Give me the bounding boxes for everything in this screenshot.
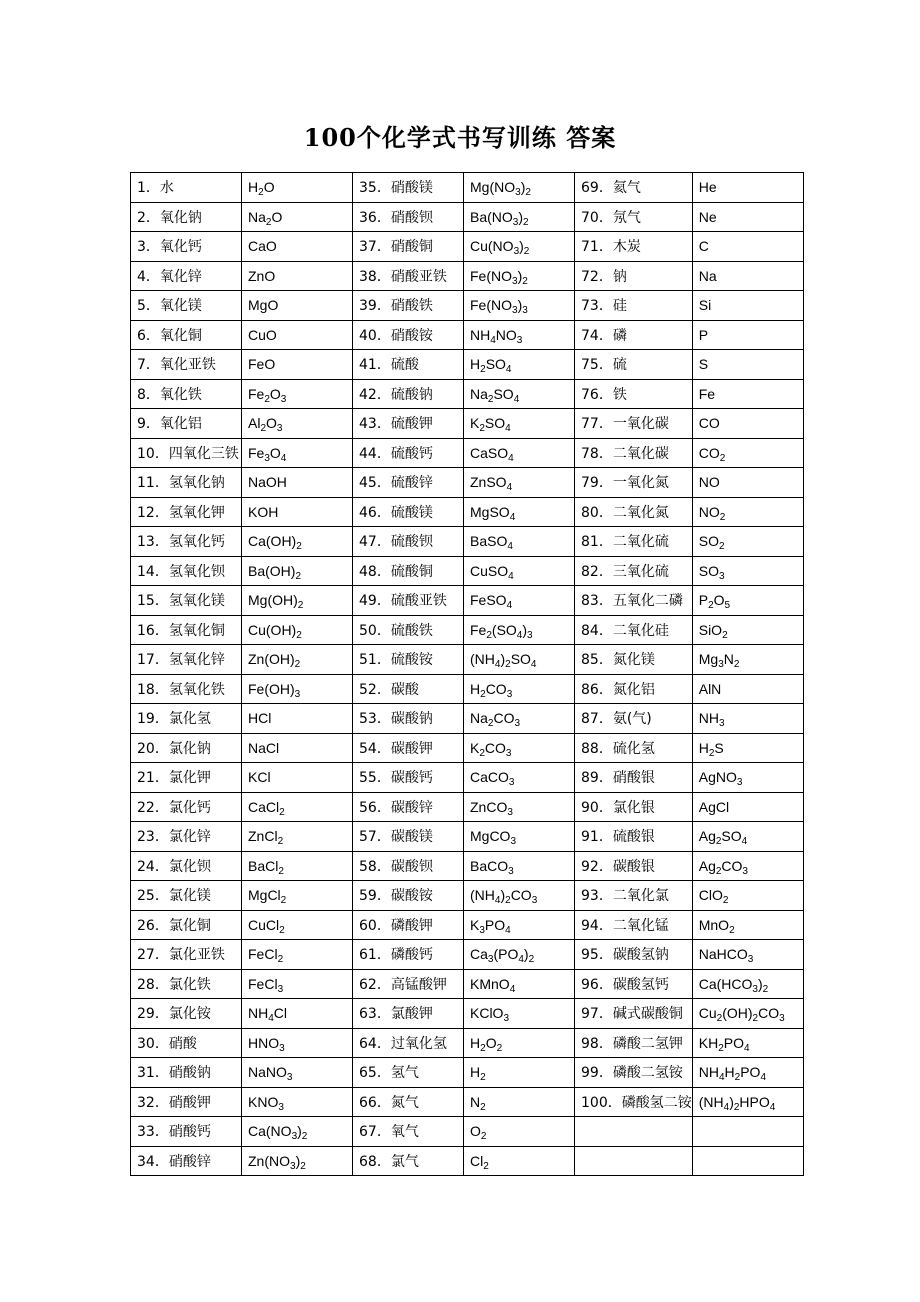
table-row (131, 261, 804, 291)
table-row (131, 615, 804, 645)
compound-formula: $O_2$ (464, 1117, 575, 1147)
compound-name: 66．氮气 (353, 1087, 464, 1117)
compound-name: 87．氨(气) (575, 704, 693, 734)
compound-name: 15．氢氧化镁 (131, 586, 242, 616)
compound-formula: NaHCO$_3$ (692, 940, 803, 970)
compound-formula: $Ba(OH)_2$ (242, 556, 353, 586)
compound-formula: MgCl$_2$ (242, 881, 353, 911)
compound-name: 49．硫酸亚铁 (353, 586, 464, 616)
compound-name: 38．硝酸亚铁 (353, 261, 464, 291)
compound-formula: He (692, 173, 803, 203)
compound-name: 70．氖气 (575, 202, 693, 232)
compound-formula: $Ag_2SO_4$ (692, 822, 803, 852)
compound-formula: $Zn(OH)_2$ (242, 645, 353, 675)
compound-name: 23．氯化锌 (131, 822, 242, 852)
compound-name: 59．碳酸铵 (353, 881, 464, 911)
compound-name: 68．氯气 (353, 1146, 464, 1176)
compound-formula: HCl (242, 704, 353, 734)
compound-formula: $Cu(OH)_2$ (242, 615, 353, 645)
formula-table (130, 172, 804, 1176)
table-row (131, 1117, 804, 1147)
compound-name: 16．氢氧化铜 (131, 615, 242, 645)
compound-name: 20．氯化钠 (131, 733, 242, 763)
compound-formula: $Cu_2(OH)_2CO_3$ (692, 999, 803, 1029)
compound-name: 2．氧化钠 (131, 202, 242, 232)
compound-formula: KCl (242, 763, 353, 793)
compound-formula: SiO$_2$ (692, 615, 803, 645)
compound-name: 39．硝酸铁 (353, 291, 464, 321)
compound-formula: $(NH_4)_2HPO_4$ (692, 1087, 803, 1117)
table-row (131, 792, 804, 822)
compound-formula: $Fe(NO_3)_3$ (464, 291, 575, 321)
compound-name: 50．硫酸铁 (353, 615, 464, 645)
compound-formula: NaNO$_3$ (242, 1058, 353, 1088)
compound-name: 95．碳酸氢钠 (575, 940, 693, 970)
compound-name: 1．水 (131, 173, 242, 203)
table-row (131, 940, 804, 970)
compound-name: 57．碳酸镁 (353, 822, 464, 852)
compound-name: 99．磷酸二氢铵 (575, 1058, 693, 1088)
compound-formula: $Ca(HCO_3)_2$ (692, 969, 803, 999)
compound-formula: $H_2$ (464, 1058, 575, 1088)
compound-formula: $Zn(NO_3)_2$ (242, 1146, 353, 1176)
compound-formula: CaO (242, 232, 353, 262)
compound-name: 83．五氧化二磷 (575, 586, 693, 616)
compound-formula: $Na_2SO_4$ (464, 379, 575, 409)
table-row (131, 556, 804, 586)
compound-name: 42．硫酸钠 (353, 379, 464, 409)
compound-name: 29．氯化铵 (131, 999, 242, 1029)
compound-name: 45．硫酸锌 (353, 468, 464, 498)
table-row (131, 822, 804, 852)
table-row (131, 733, 804, 763)
table-row (131, 674, 804, 704)
compound-formula: FeO (242, 350, 353, 380)
compound-formula: $KNO_3$ (242, 1087, 353, 1117)
compound-name: 88．硫化氢 (575, 733, 693, 763)
compound-name: 76．铁 (575, 379, 693, 409)
compound-name: 4．氧化锌 (131, 261, 242, 291)
compound-name: 24．氯化钡 (131, 851, 242, 881)
compound-formula: $Fe_3O_4$ (242, 438, 353, 468)
formula-table-body (131, 173, 804, 1176)
compound-name: 41．硫酸 (353, 350, 464, 380)
compound-formula: S (692, 350, 803, 380)
compound-name: 82．三氧化硫 (575, 556, 693, 586)
compound-name: 91．硫酸银 (575, 822, 693, 852)
compound-formula: $Ca(OH)_2$ (242, 527, 353, 557)
table-row (131, 881, 804, 911)
compound-formula: $KH_2PO_4$ (692, 1028, 803, 1058)
compound-name: 96．碳酸氢钙 (575, 969, 693, 999)
table-row (131, 910, 804, 940)
compound-formula: CO (692, 409, 803, 439)
compound-formula: $H_2CO_3$ (464, 674, 575, 704)
compound-formula: $Ba(NO_3)_2$ (464, 202, 575, 232)
compound-formula: $HNO_3$ (242, 1028, 353, 1058)
compound-name: 56．碳酸锌 (353, 792, 464, 822)
compound-formula: $P_2O_5$ (692, 586, 803, 616)
compound-name: 78．二氧化碳 (575, 438, 693, 468)
compound-formula: Ne (692, 202, 803, 232)
compound-name: 84．二氧化硅 (575, 615, 693, 645)
compound-name: 6．氧化铜 (131, 320, 242, 350)
compound-name: 21．氯化钾 (131, 763, 242, 793)
page-title: 100个化学式书写训练 答案 (303, 123, 617, 152)
compound-formula: KOH (242, 497, 353, 527)
compound-formula: MgO (242, 291, 353, 321)
compound-name: 27．氯化亚铁 (131, 940, 242, 970)
compound-name: 90．氯化银 (575, 792, 693, 822)
compound-formula: P (692, 320, 803, 350)
compound-name: 5．氧化镁 (131, 291, 242, 321)
compound-formula: MnO$_2$ (692, 910, 803, 940)
compound-name: 25．氯化镁 (131, 881, 242, 911)
table-row (131, 851, 804, 881)
compound-name: 54．碳酸钾 (353, 733, 464, 763)
compound-formula: ZnCO$_3$ (464, 792, 575, 822)
compound-name: 17．氢氧化锌 (131, 645, 242, 675)
table-row (131, 586, 804, 616)
compound-name: 60．磷酸钾 (353, 910, 464, 940)
table-row (131, 704, 804, 734)
compound-formula: $Fe(NO_3)_2$ (464, 261, 575, 291)
compound-formula: FeCl$_2$ (242, 940, 353, 970)
table-row (131, 320, 804, 350)
compound-formula: MgSO$_4$ (464, 497, 575, 527)
compound-formula: $NH_4H_2PO_4$ (692, 1058, 803, 1088)
compound-formula: $Cl_2$ (464, 1146, 575, 1176)
table-row (131, 645, 804, 675)
compound-formula: $H_2SO_4$ (464, 350, 575, 380)
compound-formula: MgCO$_3$ (464, 822, 575, 852)
compound-name: 52．碳酸 (353, 674, 464, 704)
table-row (131, 350, 804, 380)
compound-name: 65．氢气 (353, 1058, 464, 1088)
table-row (131, 969, 804, 999)
compound-name: 93．二氧化氯 (575, 881, 693, 911)
compound-formula: Si (692, 291, 803, 321)
compound-name: 79．一氧化氮 (575, 468, 693, 498)
compound-name: 35．硝酸镁 (353, 173, 464, 203)
compound-name: 44．硫酸钙 (353, 438, 464, 468)
compound-formula: CaCl$_2$ (242, 792, 353, 822)
compound-name: 69．氦气 (575, 173, 693, 203)
compound-name: 72．钠 (575, 261, 693, 291)
compound-name: 12．氢氧化钾 (131, 497, 242, 527)
compound-name: 47．硫酸钡 (353, 527, 464, 557)
table-row (131, 202, 804, 232)
compound-name: 89．硝酸银 (575, 763, 693, 793)
table-row (131, 379, 804, 409)
compound-formula: C (692, 232, 803, 262)
compound-formula: $Mg(NO_3)_2$ (464, 173, 575, 203)
compound-formula (692, 1117, 803, 1147)
table-row (131, 438, 804, 468)
compound-formula: KClO$_3$ (464, 999, 575, 1029)
compound-formula: $Fe_2O_3$ (242, 379, 353, 409)
compound-formula: NaOH (242, 468, 353, 498)
compound-formula: CuCl$_2$ (242, 910, 353, 940)
compound-name: 9．氧化铝 (131, 409, 242, 439)
compound-name: 19．氯化氢 (131, 704, 242, 734)
compound-name: 71．木炭 (575, 232, 693, 262)
compound-name: 31．硝酸钠 (131, 1058, 242, 1088)
compound-name: 26．氯化铜 (131, 910, 242, 940)
table-row (131, 527, 804, 557)
compound-name: 75．硫 (575, 350, 693, 380)
table-row (131, 409, 804, 439)
compound-formula: $(NH_4)_2SO_4$ (464, 645, 575, 675)
compound-formula: ZnCl$_2$ (242, 822, 353, 852)
compound-formula: $N_2$ (464, 1087, 575, 1117)
compound-name: 86．氮化铝 (575, 674, 693, 704)
compound-formula: KMnO$_4$ (464, 969, 575, 999)
compound-name (575, 1117, 693, 1147)
compound-formula: $NH_4Cl$ (242, 999, 353, 1029)
compound-formula: ZnSO$_4$ (464, 468, 575, 498)
compound-formula: $(NH_4)_2CO_3$ (464, 881, 575, 911)
compound-name: 67．氧气 (353, 1117, 464, 1147)
compound-name: 48．硫酸铜 (353, 556, 464, 586)
table-row (131, 291, 804, 321)
compound-formula (692, 1146, 803, 1176)
compound-name: 92．碳酸银 (575, 851, 693, 881)
table-row (131, 1146, 804, 1176)
compound-name (575, 1146, 693, 1176)
compound-formula: NO (692, 468, 803, 498)
compound-formula: $NO_2$ (692, 497, 803, 527)
compound-formula: $SO_2$ (692, 527, 803, 557)
compound-formula: $K_3PO_4$ (464, 910, 575, 940)
table-row (131, 1087, 804, 1117)
compound-name: 34．硝酸锌 (131, 1146, 242, 1176)
compound-formula: $Mg(OH)_2$ (242, 586, 353, 616)
compound-formula: FeSO$_4$ (464, 586, 575, 616)
compound-formula: Fe (692, 379, 803, 409)
compound-formula: CaCO$_3$ (464, 763, 575, 793)
compound-name: 30．硝酸 (131, 1028, 242, 1058)
compound-name: 85．氮化镁 (575, 645, 693, 675)
compound-formula: $NH_3$ (692, 704, 803, 734)
compound-formula: $SO_3$ (692, 556, 803, 586)
table-row (131, 763, 804, 793)
compound-formula: $Na_2O$ (242, 202, 353, 232)
compound-name: 81．二氧化硫 (575, 527, 693, 557)
table-row (131, 1058, 804, 1088)
compound-formula: $Ca(NO_3)_2$ (242, 1117, 353, 1147)
table-row (131, 232, 804, 262)
compound-name: 10．四氧化三铁 (131, 438, 242, 468)
table-row (131, 173, 804, 203)
compound-name: 63．氯酸钾 (353, 999, 464, 1029)
compound-formula: $Ca_3(PO_4)_2$ (464, 940, 575, 970)
compound-name: 32．硝酸钾 (131, 1087, 242, 1117)
compound-formula: $H_2S$ (692, 733, 803, 763)
compound-name: 64．过氧化氢 (353, 1028, 464, 1058)
compound-formula: $NH_4NO_3$ (464, 320, 575, 350)
compound-formula: $Cu(NO_3)_2$ (464, 232, 575, 262)
compound-formula: BaSO$_4$ (464, 527, 575, 557)
compound-formula: $H_2O$ (242, 173, 353, 203)
compound-formula: $K_2SO_4$ (464, 409, 575, 439)
compound-name: 94．二氧化锰 (575, 910, 693, 940)
compound-name: 62．高锰酸钾 (353, 969, 464, 999)
compound-formula: ZnO (242, 261, 353, 291)
compound-formula: CuO (242, 320, 353, 350)
compound-name: 28．氯化铁 (131, 969, 242, 999)
compound-name: 14．氢氧化钡 (131, 556, 242, 586)
compound-formula: FeCl$_3$ (242, 969, 353, 999)
compound-formula: AlN (692, 674, 803, 704)
compound-formula: BaCl$_2$ (242, 851, 353, 881)
table-row (131, 999, 804, 1029)
compound-name: 37．硝酸铜 (353, 232, 464, 262)
compound-name: 40．硝酸铵 (353, 320, 464, 350)
compound-formula: CuSO$_4$ (464, 556, 575, 586)
compound-name: 22．氯化钙 (131, 792, 242, 822)
compound-formula: $H_2O_2$ (464, 1028, 575, 1058)
compound-formula: $Ag_2CO_3$ (692, 851, 803, 881)
compound-name: 55．碳酸钙 (353, 763, 464, 793)
compound-formula: $CO_2$ (692, 438, 803, 468)
compound-formula: Na (692, 261, 803, 291)
compound-name: 51．硫酸铵 (353, 645, 464, 675)
compound-formula: BaCO$_3$ (464, 851, 575, 881)
table-row (131, 1028, 804, 1058)
compound-name: 7．氧化亚铁 (131, 350, 242, 380)
compound-formula: $Mg_3N_2$ (692, 645, 803, 675)
compound-name: 8．氧化铁 (131, 379, 242, 409)
compound-name: 18．氢氧化铁 (131, 674, 242, 704)
compound-name: 77．一氧化碳 (575, 409, 693, 439)
compound-formula: $Na_2CO_3$ (464, 704, 575, 734)
compound-name: 36．硝酸钡 (353, 202, 464, 232)
compound-formula: $K_2CO_3$ (464, 733, 575, 763)
compound-formula: ClO$_2$ (692, 881, 803, 911)
compound-formula: $Al_2O_3$ (242, 409, 353, 439)
table-row (131, 497, 804, 527)
table-row (131, 468, 804, 498)
compound-name: 61．磷酸钙 (353, 940, 464, 970)
compound-name: 80．二氧化氮 (575, 497, 693, 527)
compound-name: 33．硝酸钙 (131, 1117, 242, 1147)
compound-name: 98．磷酸二氢钾 (575, 1028, 693, 1058)
compound-name: 73．硅 (575, 291, 693, 321)
compound-name: 43．硫酸钾 (353, 409, 464, 439)
compound-formula: AgCl (692, 792, 803, 822)
compound-name: 100．磷酸氢二铵 (575, 1087, 693, 1117)
compound-formula: $Fe(OH)_3$ (242, 674, 353, 704)
compound-name: 58．碳酸钡 (353, 851, 464, 881)
compound-name: 3．氧化钙 (131, 232, 242, 262)
compound-formula: AgNO$_3$ (692, 763, 803, 793)
compound-formula: CaSO$_4$ (464, 438, 575, 468)
compound-name: 11．氢氧化钠 (131, 468, 242, 498)
compound-name: 53．碳酸钠 (353, 704, 464, 734)
compound-formula: $Fe_2(SO_4)_3$ (464, 615, 575, 645)
compound-name: 74．磷 (575, 320, 693, 350)
compound-formula: NaCl (242, 733, 353, 763)
compound-name: 46．硫酸镁 (353, 497, 464, 527)
compound-name: 13．氢氧化钙 (131, 527, 242, 557)
compound-name: 97．碱式碳酸铜 (575, 999, 693, 1029)
